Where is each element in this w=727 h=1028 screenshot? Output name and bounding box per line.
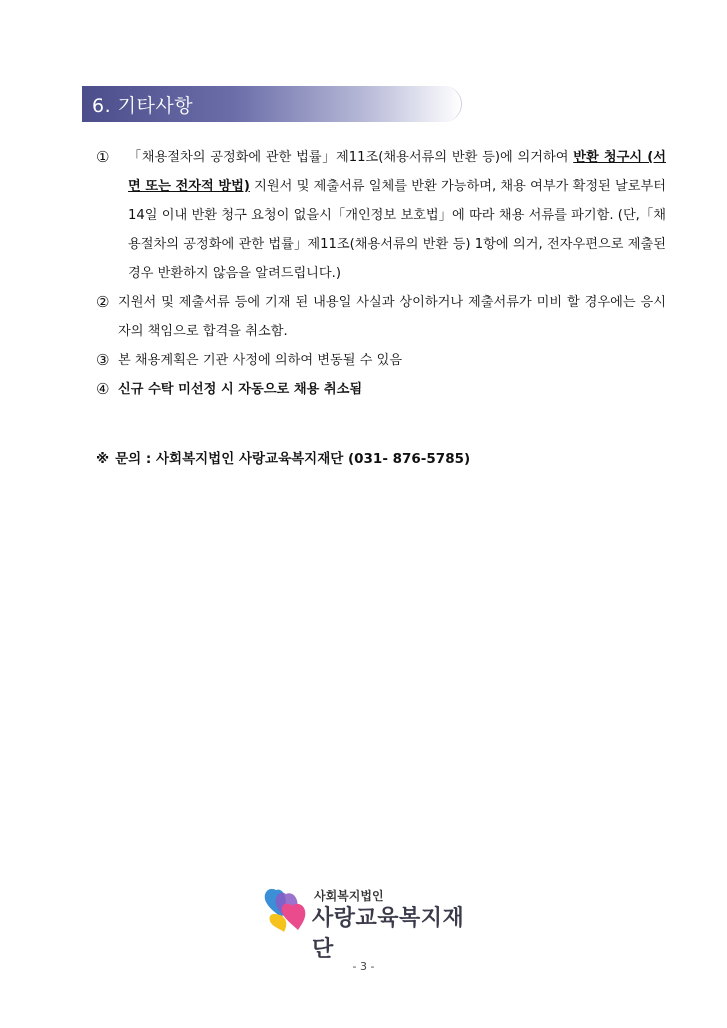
- logo-title: 사랑교육복지재단: [312, 906, 465, 962]
- note-text: 본 채용계획은 기관 사정에 의하여 변동될 수 있음: [118, 353, 403, 368]
- note-text: 「채용절차의 공정화에 관한 법률」제11조(채용서류의 반환 등)에 의거하여: [128, 150, 574, 165]
- item-number: ④: [96, 380, 110, 398]
- note-item-3: [96, 346, 666, 375]
- item-number: ③: [96, 351, 110, 369]
- note-item-4: [96, 375, 666, 404]
- note-item-2: [96, 288, 666, 346]
- note-text-continued: 지원서 및 제출서류 일체를 반환 가능하며, 채용 여부가 확정된 날로부터 14일 이내 반환 청구 요청이 없을시「개인정보 보호법」에 따라 채용 서류를 파기함. (단,「채용절차의 공정화에 관한 법률」제11조(채용서류의 반환 등) 1항에 의거, 전자우편으로 제출된 경우 반환하지 않음을 알려드립니다.): [128, 179, 666, 281]
- notes-list: [96, 143, 666, 404]
- reference-mark: ※: [96, 451, 110, 467]
- item-number: ①: [96, 148, 110, 166]
- contact-info: [96, 447, 476, 467]
- heart-logo-icon: [262, 884, 310, 934]
- note-item-1: [96, 143, 666, 288]
- note-emphasis: 반환 청구시 (서면 또는 전자적 방법): [128, 150, 666, 194]
- section-title: 6. 기타사항: [92, 95, 194, 117]
- logo-subtitle: 사회복지법인: [314, 889, 384, 903]
- note-text: 신규 수탁 미선정 시 자동으로 채용 취소됨: [118, 382, 363, 397]
- section-header: [82, 86, 462, 122]
- note-text: 지원서 및 제출서류 등에 기재 된 내용일 사실과 상이하거나 제출서류가 미비 할 경우에는 응시자의 책임으로 합격을 취소함.: [118, 295, 666, 339]
- item-number: ②: [96, 293, 110, 311]
- page-number: - 3 -: [352, 960, 375, 973]
- contact-text: 문의 : 사회복지법인 사랑교육복지재단 (031- 876-5785): [115, 451, 471, 467]
- foundation-logo: [262, 884, 472, 962]
